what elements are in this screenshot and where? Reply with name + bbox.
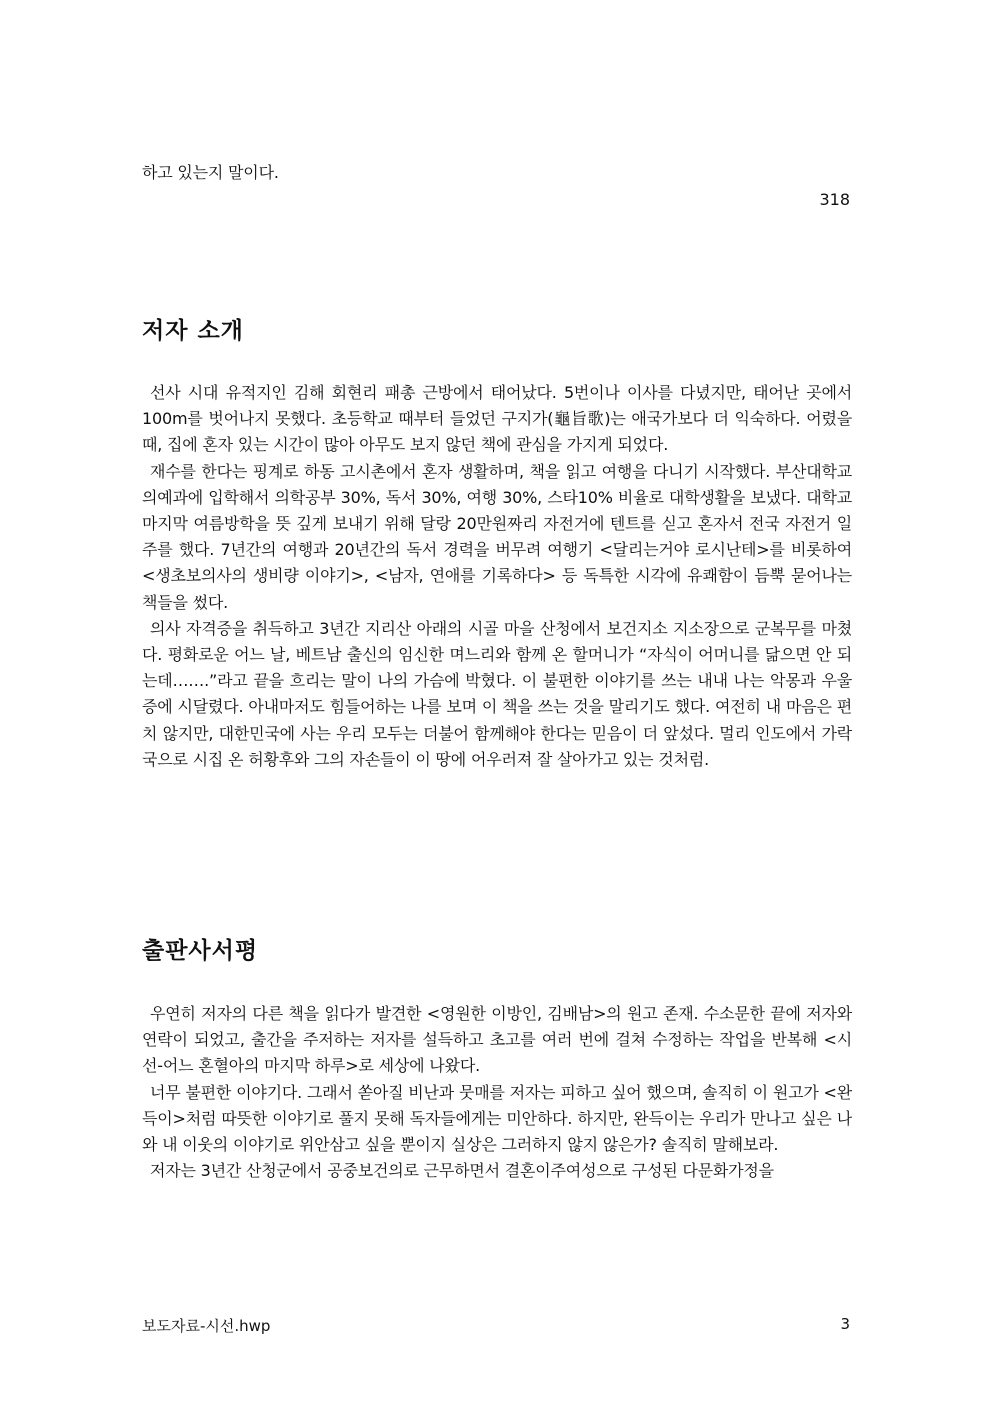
page-reference: 318 — [819, 190, 850, 209]
author-paragraph: 의사 자격증을 취득하고 3년간 지리산 아래의 시골 마을 산청에서 보건지소 지소장으로 군복무를 마쳤다. 평화로운 어느 날, 베트남 출신의 임신한 며느리와 함께 온 할머니가 “자식이 어머니를 닮으면 안 되는데…….”라고 끝을 흐리는 말이 나의 가슴에 박혔다. 이 불편한 이야기를 쓰는 내내 나는 악몽과 우울증에 시달렸다. 아내마저도 힘들어하는 나를 보며 이 책을 쓰는 것을 말리기도 했다. 여전히 내 마음은 편치 않지만, 대한민국에 사는 우리 모두는 더불어 함께해야 한다는 믿음이 더 앞섰다. 멀리 인도에서 가락국으로 시집 온 허황후와 그의 자손들이 이 땅에 어우러져 잘 살아가고 있는 것처럼. — [142, 618, 852, 769]
footer-page-number: 3 — [840, 1315, 850, 1333]
publisher-section-body — [142, 1001, 852, 1184]
intro-line: 하고 있는지 말이다. — [142, 163, 279, 182]
author-section-body — [142, 380, 852, 773]
footer-filename: 보도자료-시선.hwp — [142, 1317, 271, 1335]
publisher-paragraph: 저자는 3년간 산청군에서 공중보건의로 근무하면서 결혼이주여성으로 구성된 다문화가정을 — [150, 1161, 774, 1181]
publisher-section-title: 출판사서평 — [142, 937, 259, 964]
author-paragraph: 선사 시대 유적지인 김해 회현리 패총 근방에서 태어났다. 5번이나 이사를 다녔지만, 태어난 곳에서 100m를 벗어나지 못했다. 초등학교 때부터 들었던 구지가(龜旨歌)는 애국가보다 더 익숙하다. 어렸을 때, 집에 혼자 있는 시간이 많아 아무도 보지 않던 책에 관심을 가지게 되었다. — [142, 383, 852, 455]
publisher-paragraph: 너무 불편한 이야기다. 그래서 쏟아질 비난과 뭇매를 저자는 피하고 싶어 했으며, 솔직히 이 원고가 <완득이>처럼 따뜻한 이야기로 풀지 못해 독자들에게는 미안하다. 하지만, 완득이는 우리가 만나고 싶은 나와 내 이웃의 이야기로 위안삼고 싶을 뿐이지 실상은 그러하지 않지 않은가? 솔직히 말해보라. — [142, 1082, 852, 1155]
author-paragraph: 재수를 한다는 핑계로 하동 고시촌에서 혼자 생활하며, 책을 읽고 여행을 다니기 시작했다. 부산대학교 의예과에 입학해서 의학공부 30%, 독서 30%, 여행 30%, 스타10% 비율로 대학생활을 보냈다. 대학교 마지막 여름방학을 뜻 깊게 보내기 위해 달랑 20만원짜리 자전거에 텐트를 싣고 혼자서 전국 자전거 일주를 했다. 7년간의 여행과 20년간의 독서 경력을 버무려 여행기 <달리는거야 로시난테>를 비롯하여 <생초보의사의 생비량 이야기>, <남자, 연애를 기록하다> 등 독특한 시각에 유쾌함이 듬뿍 묻어나는 책들을 썼다. — [142, 461, 852, 612]
publisher-paragraph: 우연히 저자의 다른 책을 읽다가 발견한 <영원한 이방인, 김배남>의 원고 존재. 수소문한 끝에 저자와 연락이 되었고, 출간을 주저하는 저자를 설득하고 초고를 여러 번에 걸쳐 수정하는 작업을 반복해 <시선-어느 혼혈아의 마지막 하루>로 세상에 나왔다. — [142, 1004, 852, 1076]
author-section-title: 저자 소개 — [142, 317, 244, 344]
